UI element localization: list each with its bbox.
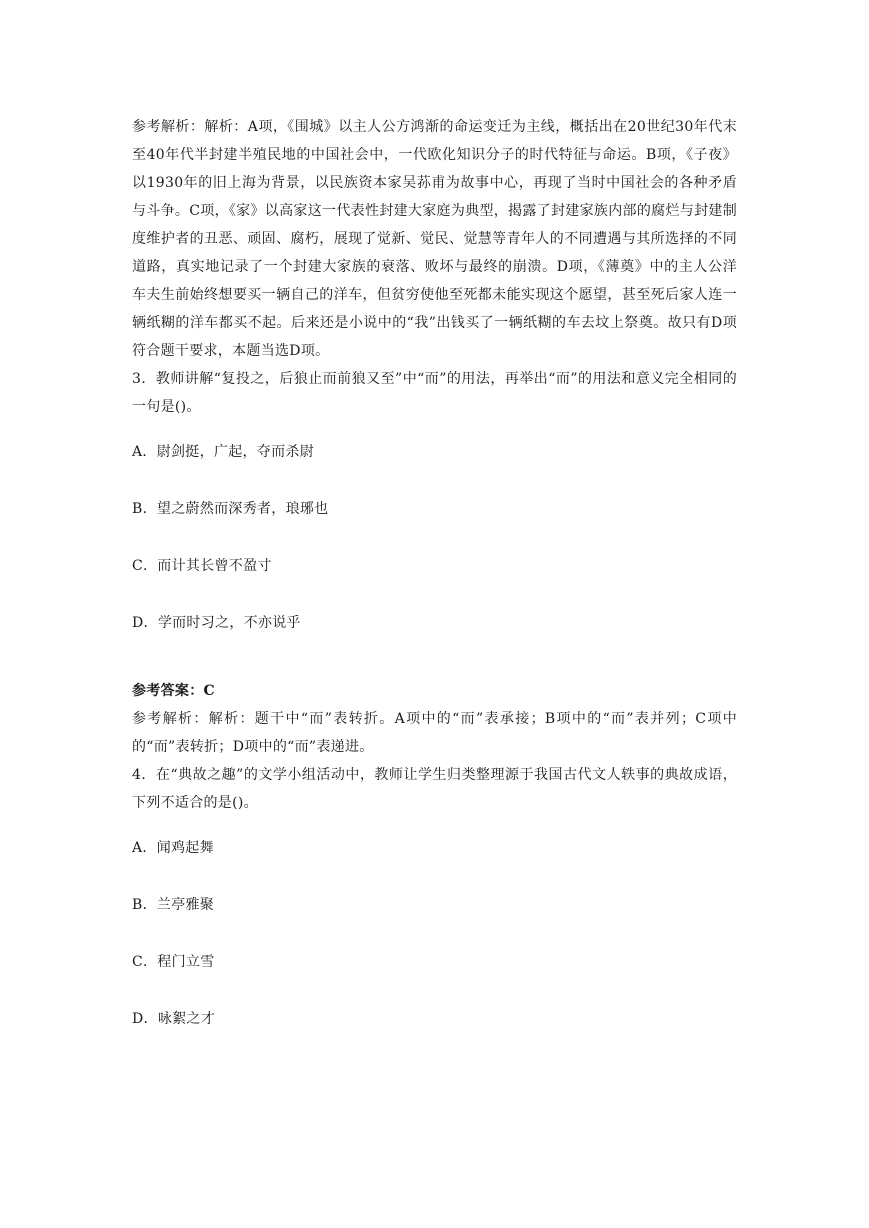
analysis-q3: 参考解析：解析：题干中“而”表转折。A项中的“而”表承接；B项中的“而”表并列；C项中的“而”表转折；D项中的“而”表递进。 (132, 711, 737, 755)
question-3-option-a: A．尉剑挺，广起，夺而杀尉 (132, 444, 315, 460)
question-3-option-b: B．望之蔚然而深秀者，琅琊也 (132, 501, 329, 517)
question-3-answer (132, 677, 737, 705)
question-4-option-c: C．程门立雪 (132, 954, 215, 970)
question-3-option-c: C．而计其长曾不盈寸 (132, 558, 272, 574)
analysis-q2: 参考解析：解析：A项，《围城》以主人公方鸿渐的命运变迁为主线，概括出在20世纪30年代末至40年代半封建半殖民地的中国社会中，一代欧化知识分子的时代特征与命运。B项，《子夜》以1930年的旧上海为背景，以民族资本家吴荪甫为故事中心，再现了当时中国社会的各种矛盾与斗争。C项，《家》以高家这一代表性封建大家庭为典型，揭露了封建家族内部的腐烂与封建制度维护者的丑恶、顽固、腐朽，展现了觉新、觉民、觉慧等青年人的不同遭遇与其所选择的不同道路，真实地记录了一个封建大家族的衰落、败坏与最终的崩溃。D项，《薄奠》中的主人公洋车夫生前始终想要买一辆自己的洋车，但贫穷使他至死都未能实现这个愿望，甚至死后家人连一辆纸糊的洋车都买不起。后来还是小说中的“我”出钱买了一辆纸糊的车去坟上祭奠。故只有D项符合题干要求，本题当选D项。 (132, 119, 737, 359)
question-4-options (132, 834, 737, 1033)
question-3-option-d: D．学而时习之，不亦说乎 (132, 615, 301, 631)
question-4-option-b: B．兰亭雅聚 (132, 897, 215, 913)
document-page (132, 113, 737, 1033)
answer-value: C (203, 683, 215, 699)
question-4-option-a: A．闻鸡起舞 (132, 840, 214, 856)
answer-label: 参考答案： (132, 683, 204, 699)
question-3-stem: 3．教师讲解“复投之，后狼止而前狼又至”中“而”的用法，再举出“而”的用法和意义完全相同的一句是()。 (132, 371, 737, 415)
question-4-option-d: D．咏絮之才 (132, 1011, 216, 1027)
question-4-stem: 4．在“典故之趣”的文学小组活动中，教师让学生归类整理源于我国古代文人轶事的典故成语，下列不适合的是()。 (132, 767, 737, 811)
question-3-options (132, 438, 737, 637)
